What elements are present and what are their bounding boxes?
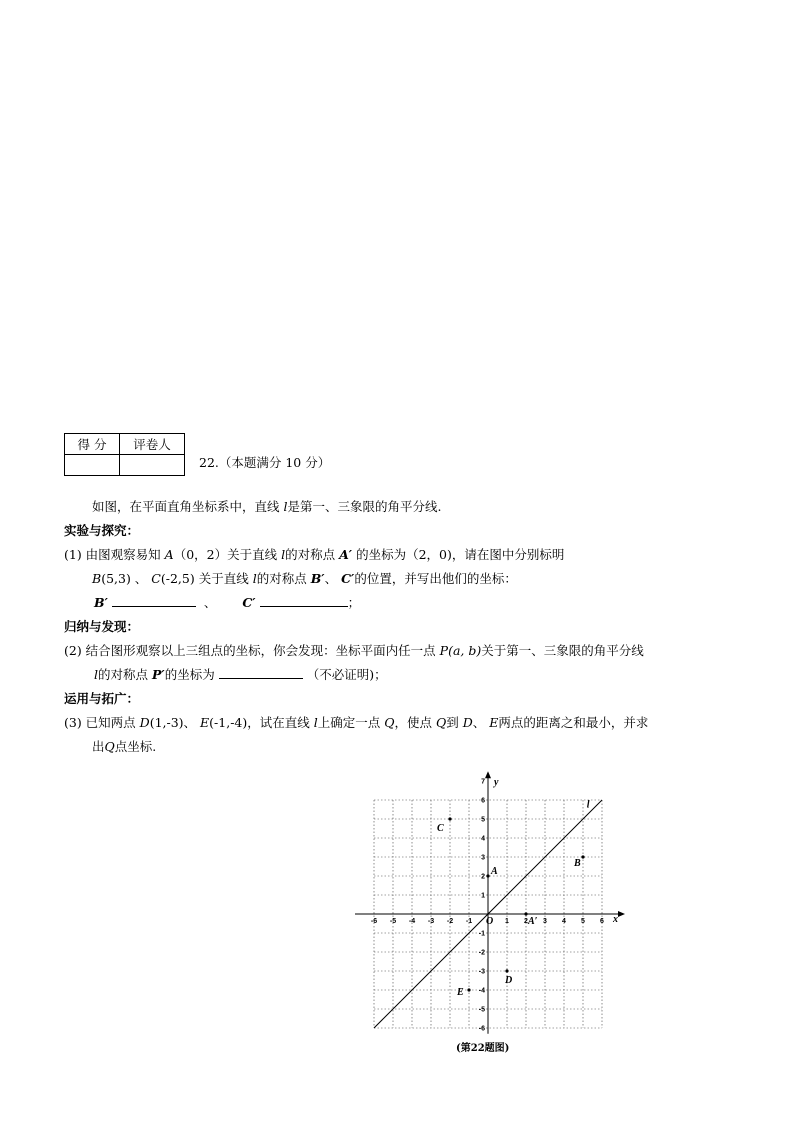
x-tick-label: -5 bbox=[389, 918, 397, 925]
point-label: A bbox=[491, 866, 498, 877]
coordinate-plane-figure bbox=[350, 760, 640, 1038]
y-axis-label: y bbox=[494, 777, 499, 788]
x-tick-label: 2 bbox=[524, 918, 528, 925]
x-axis-label: x bbox=[613, 914, 618, 925]
part2-line2: l的对称点 P′的坐标为 （不必证明)； bbox=[94, 667, 387, 682]
question-title: 22.（本题满分 10 分） bbox=[199, 455, 331, 470]
part3-line1: (3) 已知两点 D(1,-3)、 E(-1,-4)，试在直线 l上确定一点 Q，使点 Q到 D、 E两点的距离之和最小，并求 bbox=[64, 715, 649, 730]
x-tick-label: -1 bbox=[465, 918, 473, 925]
point-b bbox=[581, 855, 584, 858]
x-tick-label: 6 bbox=[600, 918, 604, 925]
part2-line1: (2) 结合图形观察以上三组点的坐标，你会发现：坐标平面内任一点 P(a, b)关于第一、三象限的角平分线 bbox=[64, 643, 644, 658]
grader-header: 评卷人 bbox=[120, 434, 185, 455]
point-label: A′ bbox=[528, 916, 538, 927]
point-label: E bbox=[457, 987, 464, 998]
y-tick-label: -4 bbox=[478, 987, 485, 995]
x-axis-arrow bbox=[618, 911, 625, 917]
point-label: B bbox=[574, 858, 581, 869]
x-tick-label: -6 bbox=[370, 918, 378, 925]
axes bbox=[355, 771, 625, 1033]
x-tick-label: 4 bbox=[562, 918, 566, 925]
part1-line2: B(5,3) 、 C(-2,5) 关于直线 l的对称点 B′、 C′的位置，并写出他们的坐标： bbox=[92, 571, 517, 586]
y-tick-label: -5 bbox=[478, 1006, 485, 1014]
y-tick-label: -6 bbox=[478, 1025, 485, 1033]
score-table bbox=[64, 433, 185, 476]
point-label: D bbox=[505, 975, 513, 986]
grader-cell[interactable] bbox=[120, 455, 185, 476]
line-l-label: l bbox=[586, 799, 590, 811]
x-tick-label: -4 bbox=[408, 918, 416, 925]
point-a bbox=[486, 874, 489, 877]
y-tick-label: 4 bbox=[481, 835, 485, 843]
intro-text: 如图，在平面直角坐标系中，直线 l是第一、三象限的角平分线. bbox=[92, 499, 442, 514]
score-cell[interactable] bbox=[65, 455, 120, 476]
figure-caption: (第22题图) bbox=[456, 1043, 510, 1054]
y-tick-label: 6 bbox=[481, 797, 485, 805]
point-label: C bbox=[437, 823, 444, 834]
x-tick-label: -2 bbox=[446, 918, 454, 925]
x-tick-label: 1 bbox=[505, 918, 509, 925]
y-tick-label: -3 bbox=[478, 968, 485, 976]
part1-answer-line: B′ 、 C′ ； bbox=[94, 595, 361, 610]
y-tick-label: 1 bbox=[481, 892, 485, 900]
section-heading-apply: 运用与拓广： bbox=[64, 691, 140, 706]
section-heading-explore: 实验与探究： bbox=[64, 523, 140, 538]
point-c bbox=[448, 817, 451, 820]
y-tick-label: 5 bbox=[481, 816, 485, 824]
y-tick-label: 2 bbox=[481, 873, 485, 881]
tick-labels bbox=[371, 779, 604, 1033]
section-heading-discover: 归纳与发现： bbox=[64, 619, 140, 634]
x-tick-label: 3 bbox=[543, 918, 547, 925]
part3-line2: 出Q点坐标. bbox=[92, 739, 157, 754]
x-tick-label: -3 bbox=[427, 918, 435, 925]
y-tick-label: 3 bbox=[481, 854, 485, 862]
origin-label: O bbox=[486, 916, 494, 927]
score-header: 得 分 bbox=[65, 434, 120, 455]
point-d bbox=[505, 969, 508, 972]
x-tick-label: 5 bbox=[581, 918, 585, 925]
y-tick-label: 7 bbox=[481, 778, 485, 786]
answer-blank-c[interactable] bbox=[260, 594, 348, 607]
answer-blank-p[interactable] bbox=[219, 666, 303, 679]
y-tick-label: -2 bbox=[478, 949, 485, 957]
y-axis-arrow bbox=[485, 771, 491, 778]
y-tick-label: -1 bbox=[478, 930, 485, 938]
point-e bbox=[467, 988, 470, 991]
answer-blank-b[interactable] bbox=[112, 594, 196, 607]
part1-line1: (1) 由图观察易知 A（0，2）关于直线 l的对称点 A′ 的坐标为（2，0)，请在图中分别标明 bbox=[64, 547, 565, 562]
